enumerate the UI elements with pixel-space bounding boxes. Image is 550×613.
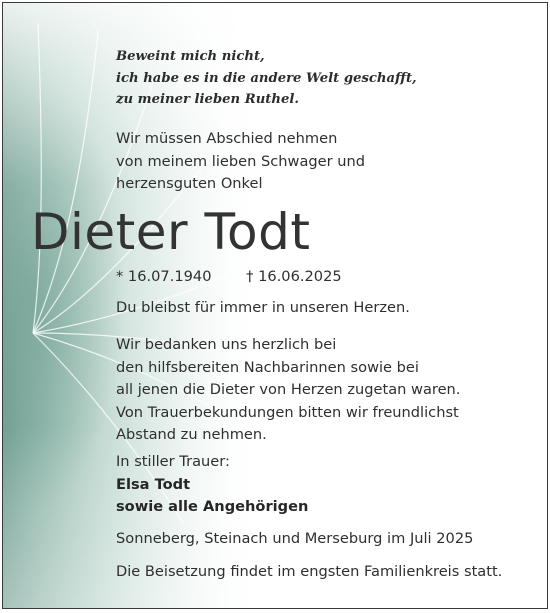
obituary-notice xyxy=(2,2,548,609)
thanks-line: Von Trauerbekundungen bitten wir freundlichst xyxy=(116,403,459,421)
life-dates xyxy=(116,266,342,288)
mourners-block xyxy=(116,451,308,519)
intro-line: von meinem lieben Schwager und xyxy=(116,152,366,170)
thanks-paragraph xyxy=(116,334,460,447)
intro-line: herzensguten Onkel xyxy=(116,175,263,192)
thanks-line: den hilfsbereiten Nachbarinnen sowie bei xyxy=(116,358,419,376)
deceased-name: Dieter Todt xyxy=(31,203,311,261)
thanks-line: all jenen die Dieter von Herzen zugetan waren. xyxy=(116,381,461,398)
remembrance-line: Du bleibst für immer in unseren Herzen. xyxy=(116,299,410,316)
funeral-note: Die Beisetzung findet im engsten Familienkreis statt. xyxy=(116,563,503,580)
motto-line: zu meiner lieben Ruthel. xyxy=(116,92,299,107)
thanks-line: Abstand zu nehmen. xyxy=(116,426,267,443)
death-date: † 16.06.2025 xyxy=(246,268,342,285)
mourner-name: Elsa Todt xyxy=(116,475,191,493)
motto-line: ich habe es in die andere Welt geschafft, xyxy=(116,70,417,86)
intro-line: Wir müssen Abschied nehmen xyxy=(116,130,338,147)
mourners-heading: In stiller Trauer: xyxy=(116,453,230,470)
motto-line: Beweint mich nicht, xyxy=(116,49,265,64)
place-and-date: Sonneberg, Steinach und Merseburg im Juli 2025 xyxy=(116,530,474,547)
mourner-name: sowie alle Angehörigen xyxy=(116,498,309,515)
motto-verse xyxy=(116,46,417,111)
thanks-line: Wir bedanken uns herzlich bei xyxy=(116,336,337,353)
birth-date: * 16.07.1940 xyxy=(116,268,212,285)
farewell-intro xyxy=(116,128,365,196)
